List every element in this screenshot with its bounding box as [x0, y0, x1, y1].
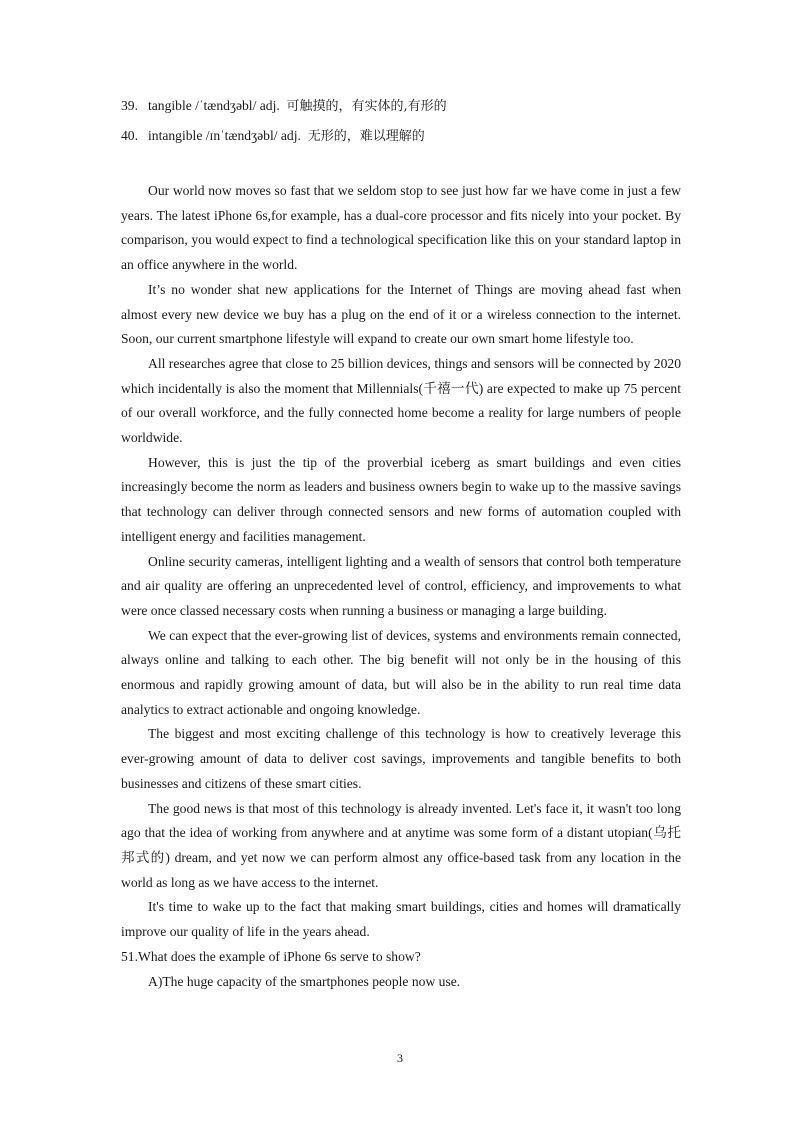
vocab-item-40 [121, 127, 425, 146]
vocab-number: 39. [121, 98, 138, 113]
paragraph: Online security cameras, intelligent lighting and a wealth of sensors that control both temperature and air quality are offering an unprecedented level of control, efficiency, and improvements to what were once classed necessary costs when running a business or managing a large building. [121, 553, 681, 618]
answer-option-a: A)The huge capacity of the smartphones people now use. [148, 973, 461, 989]
vocab-definition: 可触摸的，有实体的,有形的 [286, 99, 447, 114]
paragraph: However, this is just the tip of the proverbial iceberg as smart buildings and even cities increasingly become the norm as leaders and business owners begin to wake up to the massive savings that technology can deliver through connected sensors and new forms of automation coupled with intelligent energy and facilities management. [121, 454, 681, 544]
vocab-term: intangible /ɪnˈtændʒəbl/ adj. [148, 128, 301, 143]
passage [121, 179, 681, 994]
paragraph: Our world now moves so fast that we seldom stop to see just how far we have come in just a few years. The latest iPhone 6s,for example, has a dual-core processor and fits nicely into your pocket. By comparison, you would expect to find a technological specification like this on your standard laptop in an office anywhere in the world. [121, 183, 681, 273]
paragraph: It’s no wonder shat new applications for the Internet of Things are moving ahead fast when almost every new device we buy has a plug on the end of it or a wireless connection to the internet. Soon, our current smartphone lifestyle will expand to create our own smart home lifestyle too. [121, 281, 681, 347]
vocab-number: 40. [121, 128, 138, 143]
paragraph: We can expect that the ever-growing list of devices, systems and environments remain connected, always online and talking to each other. The big benefit will not only be in the housing of this enormous and rapidly growing amount of data, but will also be in the ability to run real time data analytics to extract actionable and ongoing knowledge. [121, 627, 681, 717]
paragraph: The good news is that most of this technology is already invented. Let's face it, it wasn't too long ago that the idea of working from anywhere and at anytime was some form of a distant utopian(乌托邦式的) dream, and yet now we can perform almost any office-based task from any location in the world as long as we have access to the internet. [121, 800, 681, 890]
vocab-term: tangible /ˈtændʒəbl/ adj. [148, 98, 280, 113]
paragraph: It's time to wake up to the fact that making smart buildings, cities and homes will dramatically improve our quality of life in the years ahead. [121, 899, 681, 940]
paragraph: All researches agree that close to 25 billion devices, things and sensors will be connected by 2020 which incidentally is also the moment that Millennials(千禧一代) are expected to make up 75 percent of our overall workforce, and the fully connected home become a reality for large numbers of people worldwide. [121, 355, 681, 446]
paragraph: The biggest and most exciting challenge of this technology is how to creatively leverage this ever-growing amount of data to deliver cost savings, improvements and tangible benefits to both businesses and citizens of these smart cities. [121, 726, 681, 791]
vocab-item-39 [121, 97, 447, 116]
page-number: 3 [397, 1051, 403, 1065]
vocab-definition: 无形的，难以理解的 [307, 129, 425, 144]
question-51: 51.What does the example of iPhone 6s serve to show? [121, 948, 421, 964]
